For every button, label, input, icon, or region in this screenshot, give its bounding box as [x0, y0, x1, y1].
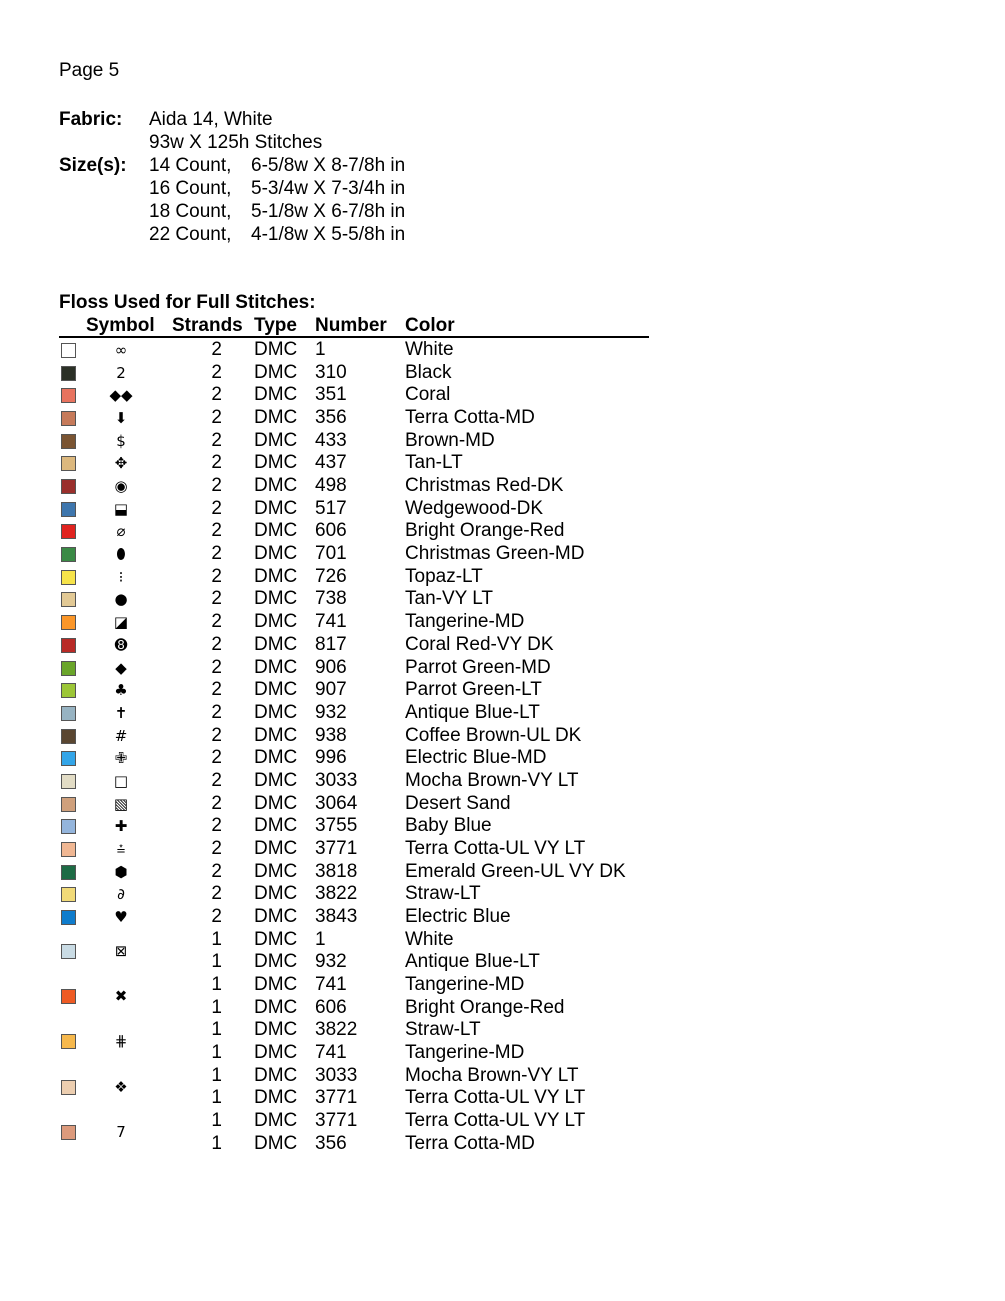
size-dims: 5-1/8w X 6-7/8h in — [251, 201, 406, 222]
type-value: DMC — [254, 1132, 298, 1154]
color-name: White — [405, 928, 454, 950]
symbol-glyph: ⬢ — [114, 862, 128, 881]
symbol-glyph: ⌀ — [116, 522, 126, 541]
type-value: DMC — [254, 1042, 298, 1064]
number-value: 437 — [315, 452, 347, 474]
color-swatch — [61, 661, 76, 676]
symbol-glyph: ⬓ — [113, 499, 129, 518]
type-value: DMC — [254, 996, 298, 1018]
type-value: DMC — [254, 543, 298, 565]
type-value: DMC — [254, 1019, 298, 1041]
symbol-glyph: 2 — [116, 363, 126, 382]
type-value: DMC — [254, 837, 298, 859]
fabric-value: Aida 14, White — [149, 109, 273, 130]
symbol-glyph: ∞ — [114, 341, 128, 359]
color-swatch — [61, 524, 76, 539]
symbol-glyph: $ — [116, 431, 126, 450]
color-name: Straw-LT — [405, 883, 481, 905]
number-value: 356 — [315, 407, 347, 429]
symbol-glyph: □ — [113, 771, 129, 790]
type-value: DMC — [254, 724, 298, 746]
blend-symbol-glyph: ❖ — [114, 1077, 128, 1096]
type-value: DMC — [254, 656, 298, 678]
color-swatch — [61, 797, 76, 812]
color-swatch — [61, 615, 76, 630]
color-swatch — [61, 479, 76, 494]
type-value: DMC — [254, 633, 298, 655]
number-value: 906 — [315, 656, 347, 678]
color-swatch — [61, 887, 76, 902]
type-value: DMC — [254, 883, 298, 905]
color-name: Black — [405, 361, 452, 383]
type-value: DMC — [254, 497, 298, 519]
number-value: 3843 — [315, 906, 358, 927]
strands-value: 2 — [211, 769, 222, 791]
number-value: 3033 — [315, 769, 358, 791]
type-value: DMC — [254, 769, 298, 791]
strands-value: 2 — [211, 361, 222, 383]
type-value: DMC — [254, 588, 298, 610]
color-swatch — [61, 502, 76, 517]
type-value: DMC — [254, 974, 298, 996]
number-value: 3771 — [315, 1087, 358, 1109]
strands-value: 1 — [211, 1132, 222, 1154]
strands-value: 2 — [211, 906, 222, 927]
blend-symbol-glyph: ⊠ — [114, 941, 128, 960]
number-value: 932 — [315, 701, 347, 723]
type-value: DMC — [254, 452, 298, 474]
symbol-glyph: ⬮ — [116, 545, 126, 564]
color-swatch — [61, 842, 76, 857]
number-value: 517 — [315, 497, 347, 519]
strands-value: 1 — [211, 1019, 222, 1041]
color-name: Coral Red-VY DK — [405, 633, 554, 655]
color-name: Antique Blue-LT — [405, 951, 540, 973]
header-color: Color — [405, 315, 455, 336]
blend-symbol-glyph: ✖ — [114, 987, 128, 1006]
number-value: 741 — [315, 611, 347, 633]
strands-value: 2 — [211, 429, 222, 451]
type-value: DMC — [254, 1064, 298, 1086]
type-value: DMC — [254, 429, 298, 451]
fabric-label: Fabric: — [59, 109, 123, 130]
size-dims: 5-3/4w X 7-3/4h in — [251, 178, 406, 199]
strands-value: 2 — [211, 384, 222, 406]
type-value: DMC — [254, 565, 298, 587]
color-name: Mocha Brown-VY LT — [405, 769, 579, 791]
size-count: 22 Count, — [149, 224, 232, 245]
color-swatch — [61, 411, 76, 426]
type-value: DMC — [254, 860, 298, 882]
number-value: 741 — [315, 974, 347, 996]
number-value: 1 — [315, 928, 326, 950]
strands-value: 2 — [211, 565, 222, 587]
number-value: 741 — [315, 1042, 347, 1064]
strands-value: 1 — [211, 1110, 222, 1132]
strands-value: 1 — [211, 951, 222, 973]
type-value: DMC — [254, 815, 298, 837]
type-value: DMC — [254, 407, 298, 429]
size-count: 14 Count, — [149, 155, 232, 176]
color-name: Tan-LT — [405, 452, 463, 474]
number-value: 907 — [315, 679, 347, 701]
symbol-glyph: ∂ — [117, 885, 125, 904]
type-value: DMC — [254, 747, 298, 769]
strands-value: 2 — [211, 452, 222, 474]
number-value: 932 — [315, 951, 347, 973]
color-name: White — [405, 339, 454, 360]
color-name: Coffee Brown-UL DK — [405, 724, 582, 746]
color-swatch — [61, 774, 76, 789]
type-value: DMC — [254, 951, 298, 973]
color-name: Terra Cotta-UL VY LT — [405, 837, 586, 859]
color-name: Terra Cotta-UL VY LT — [405, 1087, 586, 1109]
strands-value: 1 — [211, 1042, 222, 1064]
color-swatch — [61, 456, 76, 471]
strands-value: 2 — [211, 407, 222, 429]
number-value: 3818 — [315, 860, 358, 882]
symbol-glyph: ✝ — [114, 703, 128, 722]
color-swatch — [61, 366, 76, 381]
number-value: 726 — [315, 565, 347, 587]
color-swatch — [61, 865, 76, 880]
number-value: 938 — [315, 724, 347, 746]
strands-value: 2 — [211, 475, 222, 497]
color-name: Bright Orange-Red — [405, 520, 565, 542]
color-name: Christmas Red-DK — [405, 475, 564, 497]
number-value: 433 — [315, 429, 347, 451]
type-value: DMC — [254, 1110, 298, 1132]
header-strands: Strands — [172, 315, 243, 336]
number-value: 3822 — [315, 883, 358, 905]
blend-color-swatch — [61, 1125, 76, 1140]
symbol-glyph: ⬇ — [114, 409, 128, 428]
symbol-glyph: ♥ — [114, 908, 128, 926]
number-value: 3771 — [315, 1110, 358, 1132]
number-value: 701 — [315, 543, 347, 565]
blend-color-swatch — [61, 989, 76, 1004]
blend-color-swatch — [61, 1034, 76, 1049]
symbol-glyph: ➑ — [114, 635, 128, 654]
symbol-glyph: ♣ — [114, 681, 128, 700]
color-name: Tangerine-MD — [405, 611, 525, 633]
color-name: Baby Blue — [405, 815, 492, 837]
strands-value: 2 — [211, 543, 222, 565]
color-swatch — [61, 819, 76, 834]
strands-value: 1 — [211, 996, 222, 1018]
page-label: Page 5 — [59, 60, 120, 81]
strands-value: 2 — [211, 747, 222, 769]
strands-value: 2 — [211, 792, 222, 814]
header-number: Number — [315, 315, 387, 336]
number-value: 606 — [315, 520, 347, 542]
number-value: 351 — [315, 384, 347, 406]
size-count: 16 Count, — [149, 178, 232, 199]
color-swatch — [61, 547, 76, 562]
color-swatch — [61, 638, 76, 653]
type-value: DMC — [254, 679, 298, 701]
color-name: Terra Cotta-MD — [405, 407, 535, 429]
blend-symbol-glyph: 7 — [116, 1123, 126, 1142]
symbol-glyph: ✙ — [114, 749, 128, 768]
color-name: Wedgewood-DK — [405, 497, 544, 519]
number-value: 606 — [315, 996, 347, 1018]
number-value: 310 — [315, 361, 347, 383]
stitch-count: 93w X 125h Stitches — [149, 132, 323, 153]
number-value: 3033 — [315, 1064, 358, 1086]
strands-value: 2 — [211, 611, 222, 633]
symbol-glyph: ⩮ — [116, 839, 126, 858]
type-value: DMC — [254, 928, 298, 950]
header-symbol: Symbol — [86, 315, 155, 336]
type-value: DMC — [254, 339, 298, 360]
sizes-label: Size(s): — [59, 155, 127, 176]
symbol-glyph: ● — [114, 590, 128, 609]
color-name: Straw-LT — [405, 1019, 481, 1041]
color-name: Terra Cotta-MD — [405, 1132, 535, 1154]
type-value: DMC — [254, 906, 298, 927]
color-swatch — [61, 570, 76, 585]
color-name: Parrot Green-MD — [405, 656, 551, 678]
strands-value: 2 — [211, 339, 222, 360]
color-swatch — [61, 592, 76, 607]
symbol-glyph: ⁝ — [118, 567, 124, 586]
color-name: Antique Blue-LT — [405, 701, 540, 723]
blend-color-swatch — [61, 1080, 76, 1095]
color-swatch — [61, 729, 76, 744]
color-name: Christmas Green-MD — [405, 543, 585, 565]
type-value: DMC — [254, 384, 298, 406]
strands-value: 2 — [211, 679, 222, 701]
strands-value: 2 — [211, 497, 222, 519]
strands-value: 2 — [211, 815, 222, 837]
symbol-glyph: ◪ — [113, 613, 129, 632]
color-name: Bright Orange-Red — [405, 996, 565, 1018]
color-name: Topaz-LT — [405, 565, 483, 587]
blend-color-swatch — [61, 944, 76, 959]
type-value: DMC — [254, 792, 298, 814]
color-swatch — [61, 751, 76, 766]
type-value: DMC — [254, 1087, 298, 1109]
strands-value: 2 — [211, 656, 222, 678]
color-swatch — [61, 706, 76, 721]
number-value: 817 — [315, 633, 347, 655]
type-value: DMC — [254, 701, 298, 723]
strands-value: 2 — [211, 520, 222, 542]
number-value: 498 — [315, 475, 347, 497]
symbol-glyph: ✥ — [114, 454, 128, 473]
number-value: 3064 — [315, 792, 358, 814]
color-name: Electric Blue — [405, 906, 511, 927]
section-title: Floss Used for Full Stitches: — [59, 292, 316, 313]
symbol-glyph: ◆◆ — [109, 386, 133, 405]
size-dims: 6-5/8w X 8-7/8h in — [251, 155, 406, 176]
number-value: 1 — [315, 339, 326, 360]
size-dims: 4-1/8w X 5-5/8h in — [251, 224, 406, 245]
strands-value: 2 — [211, 837, 222, 859]
color-name: Tan-VY LT — [405, 588, 494, 610]
strands-value: 2 — [211, 588, 222, 610]
color-swatch — [61, 388, 76, 403]
strands-value: 2 — [211, 633, 222, 655]
number-value: 356 — [315, 1132, 347, 1154]
number-value: 3822 — [315, 1019, 358, 1041]
type-value: DMC — [254, 611, 298, 633]
number-value: 3755 — [315, 815, 358, 837]
header-type: Type — [254, 315, 297, 336]
color-swatch — [61, 343, 76, 358]
color-swatch — [61, 910, 76, 925]
symbol-glyph: ✚ — [114, 817, 128, 836]
number-value: 738 — [315, 588, 347, 610]
type-value: DMC — [254, 475, 298, 497]
color-swatch — [61, 434, 76, 449]
symbol-glyph: ◆ — [115, 658, 127, 677]
type-value: DMC — [254, 520, 298, 542]
strands-value: 1 — [211, 1064, 222, 1086]
symbol-glyph: ◉ — [114, 477, 128, 496]
symbol-glyph: # — [114, 726, 128, 745]
type-value: DMC — [254, 361, 298, 383]
header-rule — [59, 336, 649, 338]
color-name: Emerald Green-UL VY DK — [405, 860, 626, 882]
color-name: Brown-MD — [405, 429, 495, 451]
strands-value: 2 — [211, 724, 222, 746]
number-value: 996 — [315, 747, 347, 769]
color-swatch — [61, 683, 76, 698]
color-name: Mocha Brown-VY LT — [405, 1064, 579, 1086]
color-name: Electric Blue-MD — [405, 747, 547, 769]
strands-value: 2 — [211, 860, 222, 882]
color-name: Terra Cotta-UL VY LT — [405, 1110, 586, 1132]
strands-value: 1 — [211, 1087, 222, 1109]
strands-value: 2 — [211, 701, 222, 723]
color-name: Parrot Green-LT — [405, 679, 542, 701]
symbol-glyph: ▧ — [113, 794, 129, 813]
size-count: 18 Count, — [149, 201, 232, 222]
strands-value: 1 — [211, 928, 222, 950]
number-value: 3771 — [315, 837, 358, 859]
blend-symbol-glyph: ⋕ — [114, 1032, 128, 1051]
strands-value: 1 — [211, 974, 222, 996]
color-name: Coral — [405, 384, 451, 406]
color-name: Tangerine-MD — [405, 974, 525, 996]
color-name: Desert Sand — [405, 792, 511, 814]
color-name: Tangerine-MD — [405, 1042, 525, 1064]
strands-value: 2 — [211, 883, 222, 905]
